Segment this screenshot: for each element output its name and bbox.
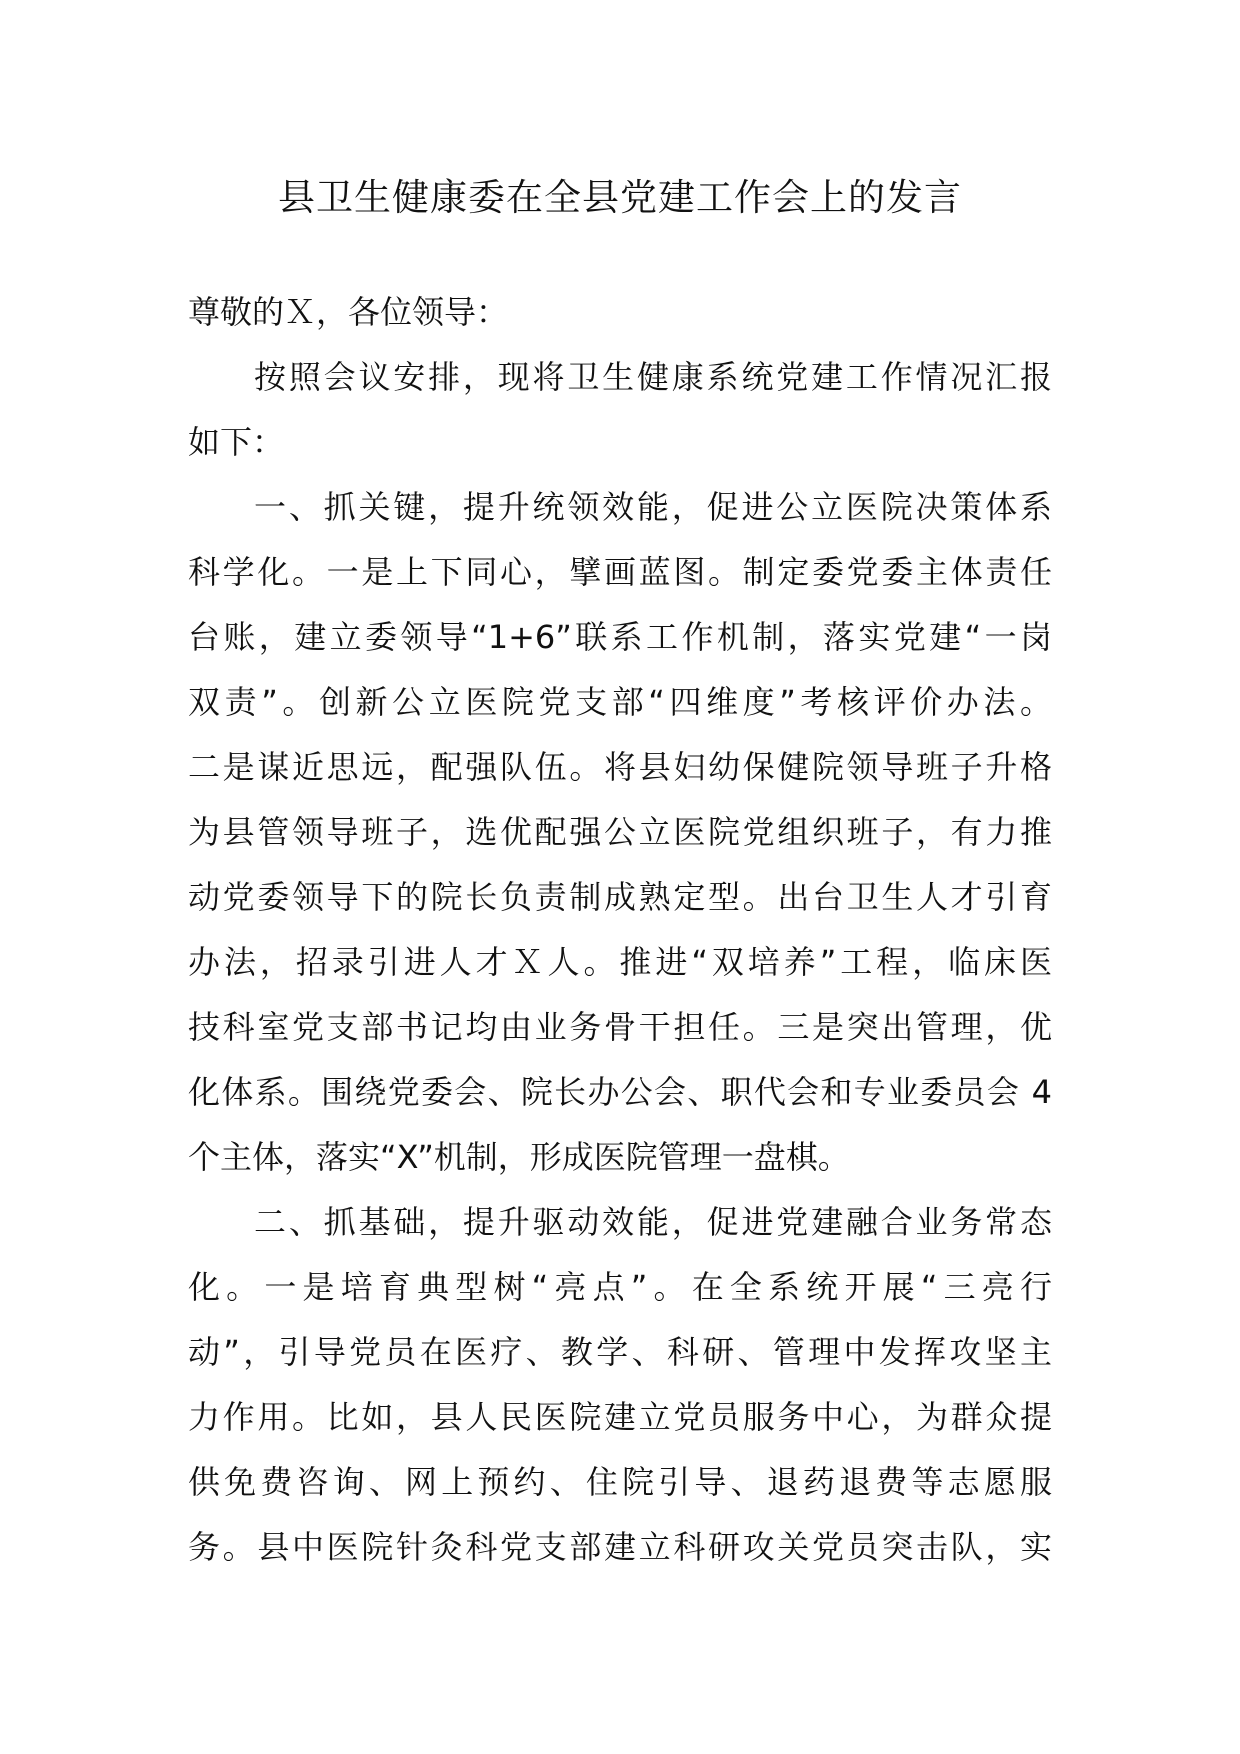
body-text-line: 务。县中医院针灸科党支部建立科研攻关党员突击队，实: [188, 1528, 1052, 1566]
body-text-line: 化体系。围绕党委会、院长办公会、职代会和专业委员会 4: [188, 1073, 1052, 1111]
body-text-line: 力作用。比如，县人民医院建立党员服务中心，为群众提: [188, 1398, 1052, 1436]
body-text-line: 按照会议安排，现将卫生健康系统党建工作情况汇报: [254, 358, 1052, 396]
body-text-line: 为县管领导班子，选优配强公立医院党组织班子，有力推: [188, 813, 1052, 851]
body-text-line: 化。一是培育典型树“亮点”。在全系统开展“三亮行: [188, 1268, 1052, 1306]
body-text-line: 二、抓基础，提升驱动效能，促进党建融合业务常态: [254, 1203, 1052, 1241]
body-text-line: 技科室党支部书记均由业务骨干担任。三是突出管理，优: [188, 1008, 1052, 1046]
body-text-line: 台账，建立委领导“1+6”联系工作机制，落实党建“一岗: [188, 618, 1052, 656]
body-text-line: 办法，招录引进人才Ｘ人。推进“双培养”工程，临床医: [188, 943, 1052, 981]
body-text-line: 个主体，落实“X”机制，形成医院管理一盘棋。: [188, 1138, 850, 1176]
body-text-line: 二是谋近思远，配强队伍。将县妇幼保健院领导班子升格: [188, 748, 1052, 786]
body-text-line: 科学化。一是上下同心，擘画蓝图。制定委党委主体责任: [188, 553, 1052, 591]
body-text-line: 动”，引导党员在医疗、教学、科研、管理中发挥攻坚主: [188, 1333, 1052, 1371]
body-text-line: 双责”。创新公立医院党支部“四维度”考核评价办法。: [188, 683, 1052, 721]
body-text-line: 动党委领导下的院长负责制成熟定型。出台卫生人才引育: [188, 878, 1052, 916]
document-title: 县卫生健康委在全县党建工作会上的发言: [278, 176, 962, 219]
body-text-line: 如下：: [188, 423, 285, 461]
body-text-line: 供免费咨询、网上预约、住院引导、退药退费等志愿服: [188, 1463, 1052, 1501]
body-text-line: 尊敬的Ｘ，各位领导：: [188, 293, 509, 331]
document-body: [188, 280, 1052, 1580]
body-text-line: 一、抓关键，提升统领效能，促进公立医院决策体系: [254, 488, 1052, 526]
